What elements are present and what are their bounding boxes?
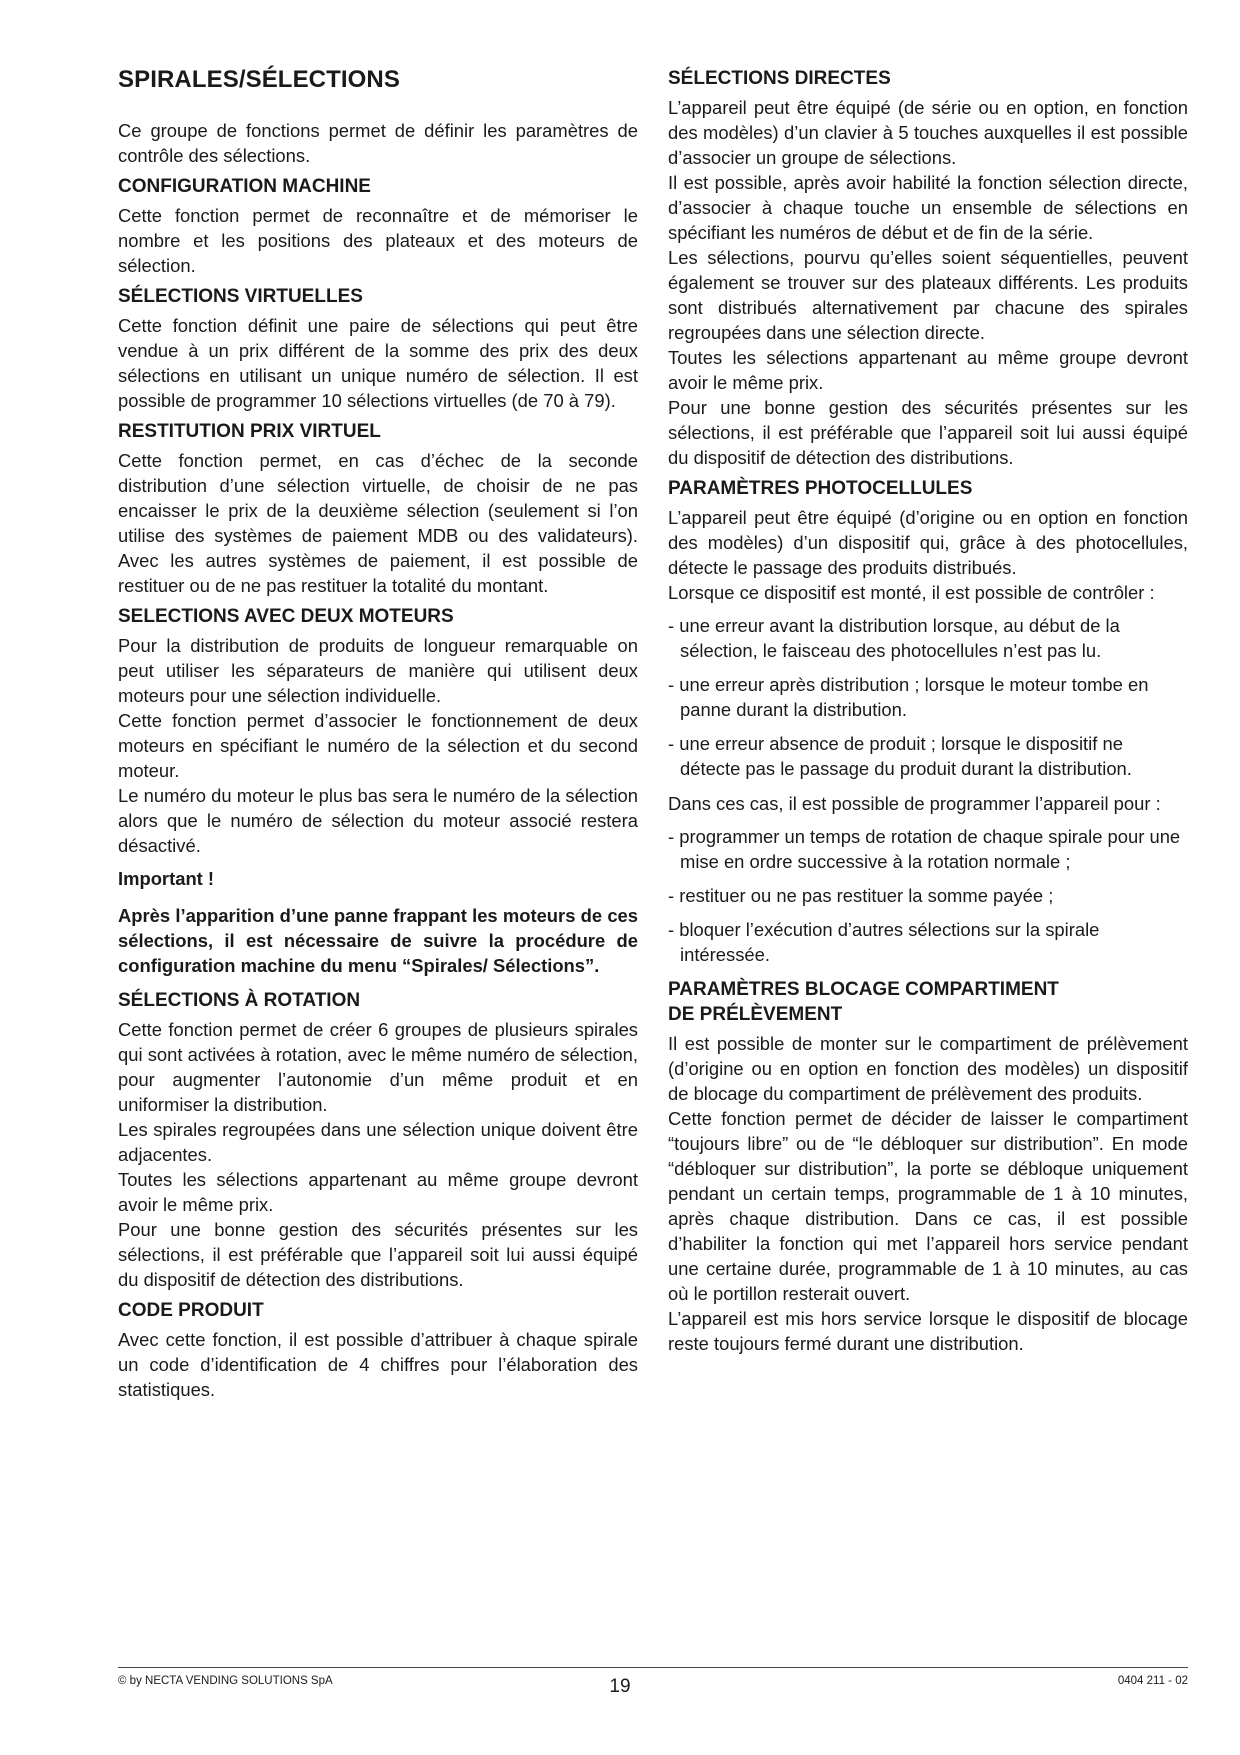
paragraph: Il est possible, après avoir habilité la fonction sélection directe, d’associer à chaque touche un ensemble de sélections en spécifiant les numéros de début et de fin de la série. — [668, 172, 1188, 243]
paragraph: Cette fonction permet de reconnaître et de mémoriser le nombre et les positions des plateaux et des moteurs de sélection. — [118, 205, 638, 276]
section-heading: CODE PRODUIT — [118, 1300, 264, 1321]
section-heading: SÉLECTIONS VIRTUELLES — [118, 286, 363, 307]
list-item: - une erreur absence de produit ; lorsque le dispositif ne détecte pas le passage du produit durant la distribution. — [668, 733, 1132, 779]
section-heading: SÉLECTIONS À ROTATION — [118, 990, 361, 1011]
footer-divider — [118, 1667, 1188, 1668]
section-selections-virtuelles — [118, 284, 638, 413]
footer-copyright: © by NECTA VENDING SOLUTIONS SpA — [118, 1675, 333, 1687]
section-heading: CONFIGURATION MACHINE — [118, 176, 371, 197]
paragraph: Pour la distribution de produits de longueur remarquable on peut utiliser les séparateurs de manière qui utilisent deux moteurs pour une sélection individuelle. — [118, 635, 638, 706]
section-selections-directes — [668, 66, 1188, 470]
section-heading: RESTITUTION PRIX VIRTUEL — [118, 421, 381, 442]
list-item: - programmer un temps de rotation de chaque spirale pour une mise en ordre successive à la rotation normale ; — [668, 826, 1181, 872]
right-column — [668, 66, 1188, 1362]
section-deux-moteurs — [118, 604, 638, 858]
section-heading — [668, 977, 1188, 1027]
paragraph: Cette fonction permet de décider de laisser le compartiment “toujours libre” ou de “le débloquer sur distribution”. En mode “débloquer sur distribution”, la porte se débloque uniquement pendant un certain temps, programmable de 1 à 10 minutes, après chaque distribution. Dans ce cas, il est possible d’habiliter la fonction qui met l’appareil hors service pendant une certaine durée, programmable de 1 à 10 minutes, au cas où le portillon resterait ouvert. — [668, 1108, 1188, 1304]
paragraph: Cette fonction définit une paire de sélections qui peut être vendue à un prix différent de la somme des prix des deux sélections en utilisant un unique numéro de sélection. Il est possible de programmer 10 sélections virtuelles (de 70 à 79). — [118, 315, 638, 411]
list-item: - une erreur après distribution ; lorsque le moteur tombe en panne durant la distribution. — [668, 674, 1149, 720]
action-list — [668, 824, 1188, 967]
page-number: 19 — [609, 1676, 631, 1697]
paragraph: Avec cette fonction, il est possible d’attribuer à chaque spirale un code d’identification de 4 chiffres pour l’élaboration des statistiques. — [118, 1329, 638, 1400]
paragraph: Toutes les sélections appartenant au même groupe devront avoir le même prix. — [668, 347, 1188, 393]
list-item: - bloquer l’exécution d’autres sélections sur la spirale intéressée. — [668, 919, 1100, 965]
intro-text: Ce groupe de fonctions permet de définir les paramètres de contrôle des sélections. — [118, 120, 638, 166]
paragraph: L’appareil peut être équipé (d’origine ou en option en fonction des modèles) d’un dispositif qui, grâce à des photocellules, détecte le passage des produits distribués. — [668, 507, 1188, 578]
paragraph: Cette fonction permet d’associer le fonctionnement de deux moteurs en spécifiant le numéro de la sélection et du second moteur. — [118, 710, 638, 781]
paragraph: Il est possible de monter sur le compartiment de prélèvement (d’origine ou en option en fonction des modèles) un dispositif de blocage du compartiment de prélèvement des produits. — [668, 1033, 1188, 1104]
paragraph: Cette fonction permet, en cas d’échec de la seconde distribution d’une sélection virtuelle, de choisir de ne pas encaisser le prix de la deuxième sélection (seulement si l’on utilise des systèmes de paiement MDB ou des validateurs). Avec les autres systèmes de paiement, il est possible de restituer ou de ne pas restituer la totalité du montant. — [118, 450, 638, 596]
paragraph: Lorsque ce dispositif est monté, il est possible de contrôler : — [668, 582, 1155, 603]
paragraph: L’appareil est mis hors service lorsque le dispositif de blocage reste toujours fermé durant une distribution. — [668, 1308, 1188, 1354]
paragraph: Les sélections, pourvu qu’elles soient séquentielles, peuvent également se trouver sur des plateaux différents. Les produits sont distribués alternativement par chacune des spirales regroupées dans une sélection directe. — [668, 247, 1188, 343]
section-heading: PARAMÈTRES PHOTOCELLULES — [668, 478, 973, 499]
section-parametres-photocellules — [668, 476, 1188, 967]
paragraph: Dans ces cas, il est possible de programmer l’appareil pour : — [668, 793, 1161, 814]
paragraph: Cette fonction permet de créer 6 groupes de plusieurs spirales qui sont activées à rotation, avec le même numéro de sélection, pour augmenter l’autonomie d’un même produit et en uniformiser la distribution. — [118, 1019, 638, 1115]
section-restitution-prix-virtuel — [118, 419, 638, 598]
important-text: Après l’apparition d’une panne frappant les moteurs de ces sélections, il est nécessaire de suivre la procédure de configuration machine du menu “Spirales/ Sélections”. — [118, 905, 638, 976]
error-list — [668, 613, 1188, 781]
section-blocage-compartiment — [668, 977, 1188, 1356]
paragraph: L’appareil peut être équipé (de série ou en option, en fonction des modèles) d’un clavier à 5 touches auxquelles il est possible d’associer un groupe de sélections. — [668, 97, 1188, 168]
page-title: SPIRALES/SÉLECTIONS — [118, 66, 400, 93]
paragraph: Le numéro du moteur le plus bas sera le numéro de la sélection alors que le numéro de sélection du moteur associé restera désactivé. — [118, 785, 638, 856]
heading-line: PARAMÈTRES BLOCAGE COMPARTIMENT — [668, 979, 1059, 1000]
paragraph: Toutes les sélections appartenant au même groupe devront avoir le même prix. — [118, 1169, 638, 1215]
section-selections-rotation — [118, 988, 638, 1292]
paragraph: Pour une bonne gestion des sécurités présentes sur les sélections, il est préférable que l’appareil soit lui aussi équipé du dispositif de détection des distributions. — [668, 397, 1188, 468]
left-column — [118, 66, 638, 1408]
section-code-produit — [118, 1298, 638, 1402]
section-heading: SELECTIONS AVEC DEUX MOTEURS — [118, 606, 454, 627]
document-code: 0404 211 - 02 — [1117, 1675, 1188, 1687]
section-configuration-machine — [118, 174, 638, 278]
heading-line: DE PRÉLÈVEMENT — [668, 1004, 843, 1025]
important-title: Important ! — [118, 868, 215, 889]
paragraph: Les spirales regroupées dans une sélection unique doivent être adjacentes. — [118, 1119, 638, 1165]
section-heading: SÉLECTIONS DIRECTES — [668, 68, 891, 89]
list-item: - restituer ou ne pas restituer la somme payée ; — [668, 885, 1054, 906]
paragraph: Pour une bonne gestion des sécurités présentes sur les sélections, il est préférable que l’appareil soit lui aussi équipé du dispositif de détection des distributions. — [118, 1219, 638, 1290]
list-item: - une erreur avant la distribution lorsque, au début de la sélection, le faisceau des photocellules n’est pas lu. — [668, 615, 1120, 661]
